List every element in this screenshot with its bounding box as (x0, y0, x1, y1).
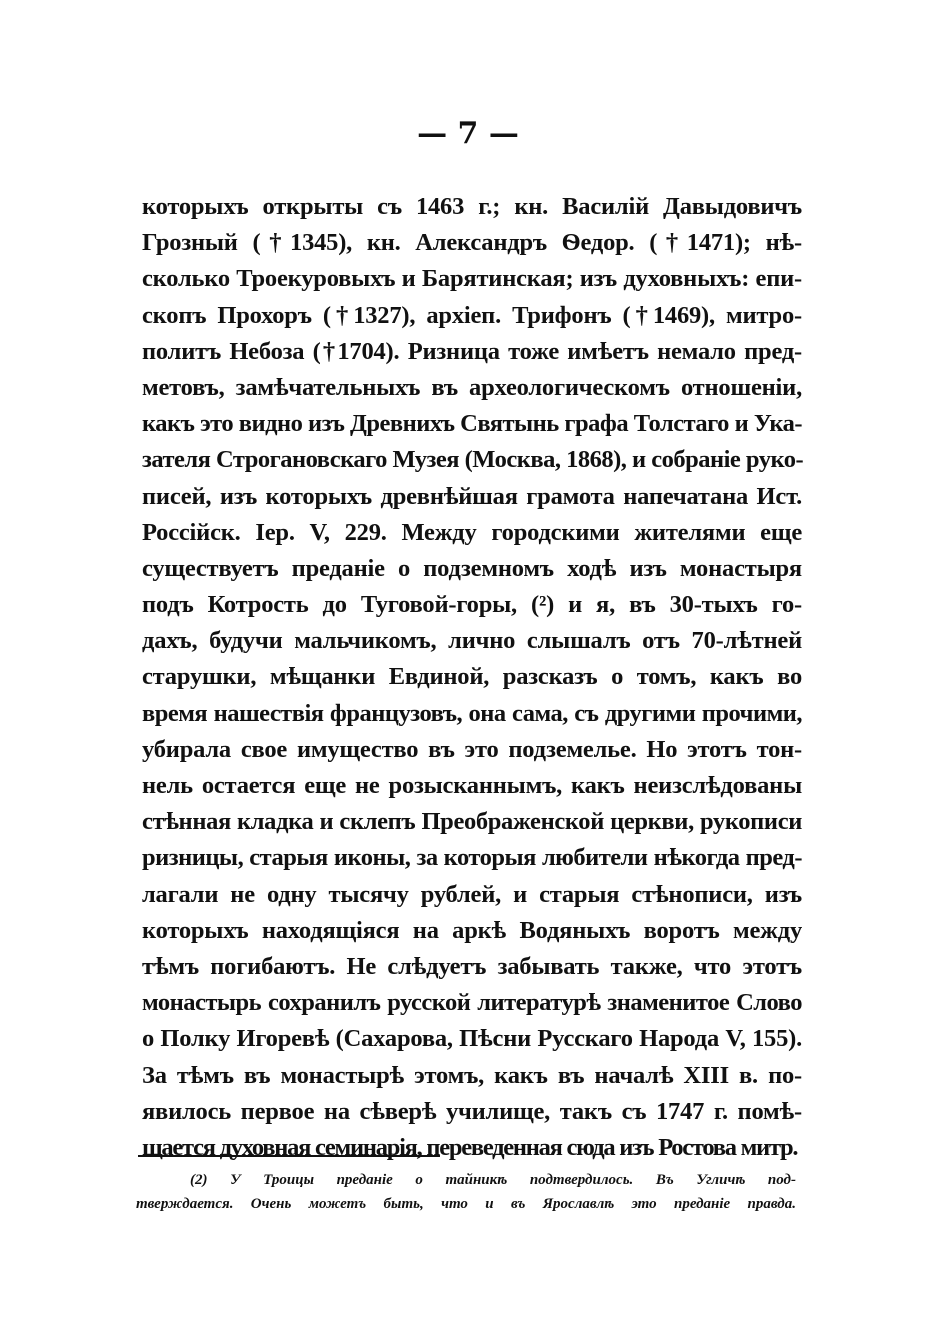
body-line: убирала свое имущество въ это подземелье. Но этотъ тон- (142, 735, 802, 763)
body-line: метовъ, замѣчательныхъ въ археологическомъ отношеніи, (142, 373, 802, 401)
body-line: Грозный (†1345), кн. Александръ Ѳедор. (†1471); нѣ- (142, 229, 802, 257)
body-line: сколько Троекуровыхъ и Барятинская; изъ духовныхъ: епи- (142, 265, 802, 293)
body-line: монастырь сохранилъ русской литературѣ знаменитое Слово (142, 989, 802, 1017)
body-line: тѣмъ погибаютъ. Не слѣдуетъ забывать также, что этотъ (142, 952, 802, 980)
body-line: подъ Котрость до Туговой-горы, (²) и я, въ 30-тыхъ го- (142, 591, 802, 619)
body-line: политъ Небоза (†1704). Ризница тоже имѣетъ немало пред- (142, 337, 802, 365)
footnote-line: тверждается. Очень можетъ быть, что и въ Ярославлѣ это преданіе правда. (136, 1196, 796, 1212)
footnote-divider (138, 1155, 440, 1157)
footnote (136, 1168, 796, 1216)
body-line: существуетъ преданіе о подземномъ ходѣ изъ монастыря (142, 554, 802, 582)
body-line: явилось первое на сѣверѣ училище, такъ съ 1747 г. помѣ- (142, 1097, 802, 1125)
body-line: писей, изъ которыхъ древнѣйшая грамота напечатана Ист. (142, 482, 802, 510)
body-line: которыхъ находящіяся на аркѣ Водяныхъ воротъ между (142, 916, 802, 944)
body-line: о Полку Игоревѣ (Сахарова, Пѣсни Русскаго Народа V, 155). (142, 1025, 802, 1053)
body-line: зателя Строгановскаго Музея (Москва, 1868), и собраніе руко- (142, 446, 804, 474)
body-line: старушки, мѣщанки Евдиной, разсказъ о томъ, какъ во (142, 663, 802, 691)
body-line: нель остается еще не розысканнымъ, какъ неизслѣдованы (142, 772, 802, 799)
footnote-line: (2) У Троицы преданіе о тайникѣ подтвердилось. Въ Угличѣ под- (190, 1172, 796, 1188)
body-line: лагали не одну тысячу рублей, и старыя стѣнописи, изъ (142, 880, 802, 908)
body-line: ризницы, старыя иконы, за которыя любители нѣкогда пред- (142, 844, 802, 872)
body-line: щается духовная семинарія, переведенная сюда изъ Ростова митр. (142, 1133, 798, 1161)
body-line: скопъ Прохоръ (†1327), архіеп. Трифонъ (†1469), митро- (142, 301, 802, 329)
body-line: Россійск. Іер. V, 229. Между городскими жителями еще (142, 518, 802, 546)
body-line: дахъ, будучи мальчикомъ, лично слышалъ отъ 70-лѣтней (142, 627, 802, 655)
body-line: За тѣмъ въ монастырѣ этомъ, какъ въ началѣ XIII в. по- (142, 1061, 802, 1089)
body-line: какъ это видно изъ Древнихъ Святынь графа Толстаго и Ука- (142, 410, 802, 438)
body-text (142, 189, 802, 1166)
page-number: — 7 — (417, 116, 519, 151)
body-line: стѣнная кладка и склепъ Преображенской церкви, рукописи (142, 808, 802, 836)
body-line: время нашествія французовъ, она сама, съ другими прочими, (142, 699, 802, 727)
body-line: которыхъ открыты съ 1463 г.; кн. Василій Давыдовичъ (142, 193, 802, 220)
